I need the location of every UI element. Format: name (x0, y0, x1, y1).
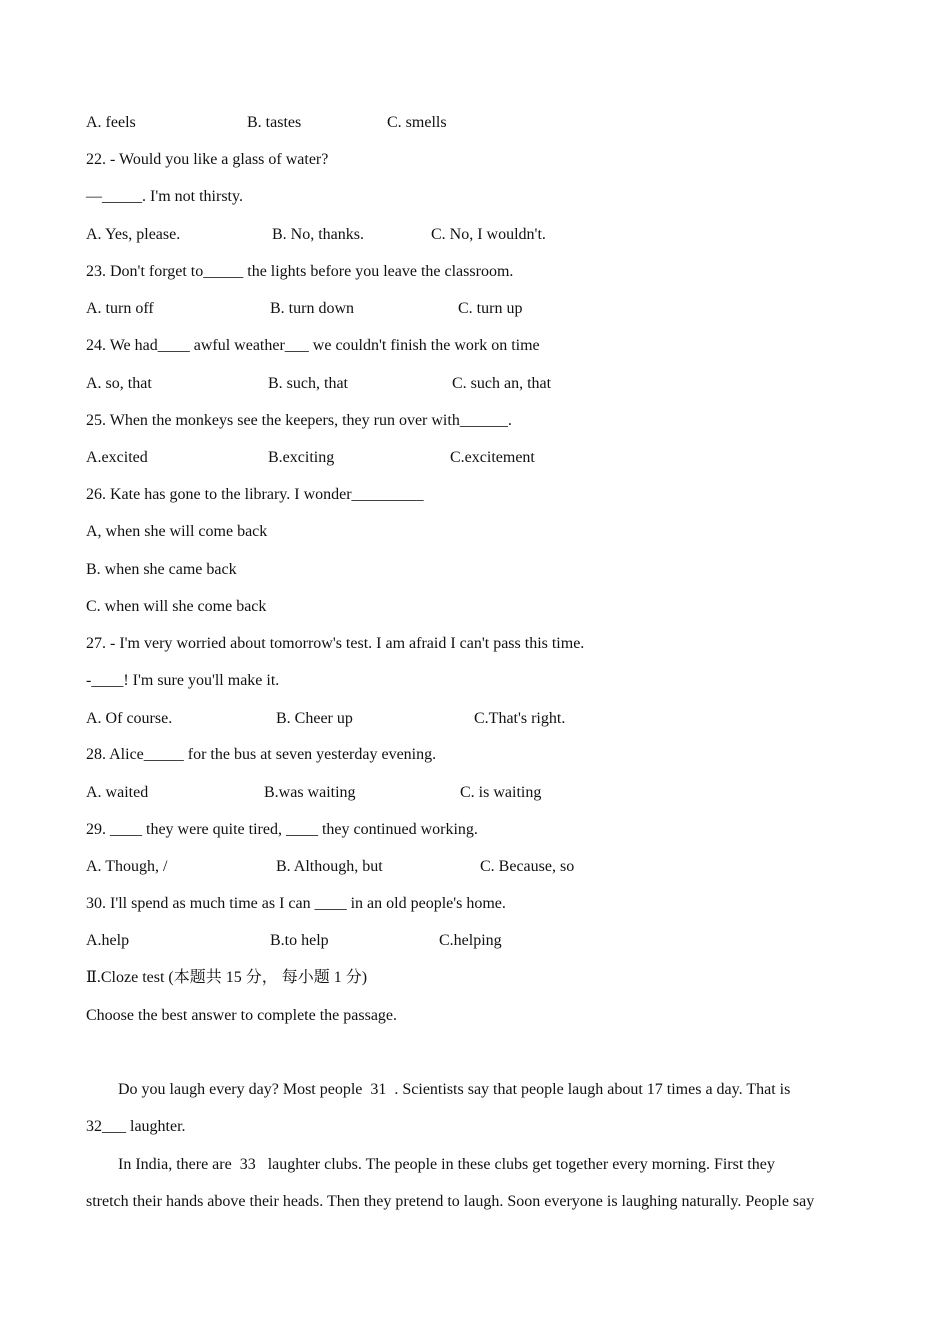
section-heading: Ⅱ.Cloze test (本题共 15 分， 每小题 1 分) (86, 969, 368, 986)
option-a: A. Of course. (86, 710, 173, 727)
option-b: B. tastes (247, 114, 302, 131)
question-22: 22. - Would you like a glass of water? (86, 151, 329, 168)
option-c: C. turn up (458, 300, 523, 317)
option-b: B. when she came back (86, 561, 237, 578)
option-c: C.helping (439, 932, 502, 949)
option-c: C. smells (387, 114, 447, 131)
passage-line: Do you laugh every day? Most people 31 . Scientists say that people laugh about 17 times a day. That is (86, 1081, 791, 1098)
option-a: A. waited (86, 784, 149, 801)
option-c: C. when will she come back (86, 598, 267, 615)
passage-line: 32___ laughter. (86, 1118, 186, 1135)
option-a: A.excited (86, 449, 148, 466)
section-instruction: Choose the best answer to complete the passage. (86, 1007, 398, 1024)
question-29: 29. ____ they were quite tired, ____ they continued working. (86, 821, 478, 838)
option-a: A, when she will come back (86, 523, 268, 540)
option-b: B. turn down (270, 300, 354, 317)
option-b: B.exciting (268, 449, 335, 466)
option-a: A. turn off (86, 300, 154, 317)
option-a: A.help (86, 932, 130, 949)
question-28: 28. Alice_____ for the bus at seven yesterday evening. (86, 746, 437, 763)
option-a: A. feels (86, 114, 136, 131)
option-c: C.That's right. (474, 710, 566, 727)
option-b: B. No, thanks. (272, 226, 364, 243)
option-c: C.excitement (450, 449, 535, 466)
question-27-response: -____! I'm sure you'll make it. (86, 672, 280, 689)
question-23: 23. Don't forget to_____ the lights before you leave the classroom. (86, 263, 514, 280)
option-b: B.to help (270, 932, 329, 949)
option-b: B. such, that (268, 375, 348, 392)
option-a: A. Yes, please. (86, 226, 181, 243)
option-c: C. No, I wouldn't. (431, 226, 546, 243)
option-b: B.was waiting (264, 784, 356, 801)
question-26: 26. Kate has gone to the library. I wonder_________ (86, 486, 424, 503)
question-25: 25. When the monkeys see the keepers, they run over with______. (86, 412, 512, 429)
option-c: C. such an, that (452, 375, 552, 392)
question-30: 30. I'll spend as much time as I can ____ in an old people's home. (86, 895, 506, 912)
question-22-response: —_____. I'm not thirsty. (86, 188, 243, 205)
option-b: B. Cheer up (276, 710, 353, 727)
passage-line: In India, there are 33 laughter clubs. The people in these clubs get together every morning. First they (86, 1156, 775, 1173)
option-c: C. is waiting (460, 784, 542, 801)
option-a: A. Though, / (86, 858, 168, 875)
question-27: 27. - I'm very worried about tomorrow's test. I am afraid I can't pass this time. (86, 635, 585, 652)
passage-line: stretch their hands above their heads. Then they pretend to laugh. Soon everyone is laughing naturally. People say (86, 1193, 815, 1210)
question-24: 24. We had____ awful weather___ we couldn't finish the work on time (86, 337, 540, 354)
option-a: A. so, that (86, 375, 152, 392)
option-c: C. Because, so (480, 858, 575, 875)
option-b: B. Although, but (276, 858, 383, 875)
